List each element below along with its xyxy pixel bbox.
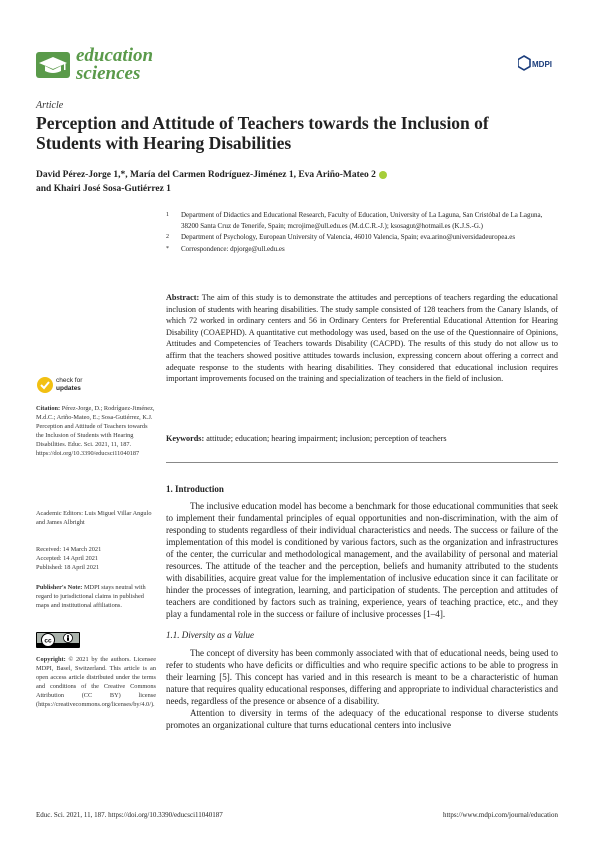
affiliation-text: Department of Psychology, European University of Valencia, 46010 Valencia, Spain; eva.arino@universidadeuropea.es [181,233,516,241]
cc-by-icon [36,632,80,648]
publisher-note-label: Publisher's Note: [36,584,83,591]
affiliation-2 [166,232,556,243]
updates-label: updates [56,385,81,392]
editors-block [36,509,156,527]
copyright-block [36,655,156,709]
abstract-label: Abstract: [166,293,200,302]
paper-title: Perception and Attitude of Teachers towards the Inclusion of Students with Hearing Disabilities [36,113,489,153]
abstract [166,292,558,385]
journal-name [76,47,153,83]
section-divider [166,462,558,463]
affiliations [166,210,556,255]
published-date: Published: 18 April 2021 [36,564,100,571]
citation-text: Pérez-Jorge, D.; Rodríguez-Jiménez, M.d.C.; Ariño-Mateo, E.; Sosa-Gutiérrez, K.J. Perception and Attitude of Teachers towards the Inclusion of Students with Hearing Disabilities. Educ. Sci. 2021, 11, 187. https://doi.org/10.3390/educsci11040187 [36,405,155,457]
publisher-note [36,583,156,610]
orcid-icon[interactable] [379,171,387,179]
copyright-label: Copyright: [36,656,66,663]
footer-citation: Educ. Sci. 2021, 11, 187. https://doi.org/10.3390/educsci11040187 [36,811,223,819]
editors-text: Luis Miguel Villar Angulo and James Albright [36,510,152,526]
abstract-text: The aim of this study is to demonstrate the attitudes and perceptions of teachers regarding the educational inclusion of students with hearing disabilities. The study sample consisted of 128 teachers from the Canary Islands, of which 72 worked in ordinary centers and 56 in Ordinary Centers for Preferential Educational Attention for Hearing Disability (COAEPHD). A quantitative cut methodology was used, based on the use of the Questionnaire of Opinions, Attitudes and Competencies of Teachers towards Disability (CACPD). The results of this study do not allow us to affirm that the teachers showed positive attitudes towards inclusion, expressing concern about offering a correct and adequate response to the students with hearing disabilities. They considered that educational inclusion requires important improvements focused on the training and specialization of teachers in the field of inclusion. [166,293,558,384]
check-label: check for [56,377,83,384]
mdpi-logo [518,55,558,75]
journal-name-line1: education [76,45,154,66]
citation-block [36,404,156,458]
paragraph: Attention to diversity in terms of the adequacy of the educational response to diverse students promotes an organizational culture that turns educational centers into inclusive [166,708,558,730]
subsection-body [166,647,558,731]
cc-by-badge[interactable] [36,632,80,648]
keywords-label: Keywords: [166,434,205,443]
copyright-text: © 2021 by the authors. Licensee MDPI, Basel, Switzerland. This article is an open access article distributed under the terms and conditions of the Creative Commons Attribution (CC BY) license (https://creativecommons.org/licenses/by/4.0/). [36,656,156,708]
publisher-note-text: MDPI stays neutral with regard to jurisdictional claims in published maps and institutional affiliations. [36,584,146,609]
affiliation-text: Department of Didactics and Educational Research, Faculty of Education, University of La Laguna, San Cristóbal de La Laguna, 38200 Santa Cruz de Tenerife, Spain; mcrojime@ull.edu.es (M.d.C.R.-J.); ksosagut@hotmail.es (K.J.S.-G.) [181,211,543,230]
introduction-body [166,500,558,620]
affiliation-mark: * [166,245,169,252]
section-heading-introduction: 1. Introduction [166,484,224,494]
author-list [36,168,556,196]
check-for-updates-badge[interactable] [36,376,106,394]
affiliation-mark: 1 [166,212,169,218]
graduation-cap-icon [36,52,70,78]
article-type: Article [36,100,64,111]
paragraph: The inclusive education model has become a benchmark for those educational communities that seek to implement their fundamental principles of equal opportunities and non-discrimination, with the aim of responding to students regardless of their individual characteristics and needs. The success or failure of the implementation of this model is conditioned by various factors, such as the organization and infrastructures of the center, the curricular and methodological management, and the availability of personal and material resources. The attitude of the teacher and the perception, beliefs and humanity attributed to the students with disabilities, acquire great value for the implementation of inclusive education since it can facilitate or hinder the processes of integration, learning, and participation of students. The perception and attitudes of teachers are conditioned by factors such as training, experience, years of teaching practice, etc., and they play a fundamental role in the success or failure of inclusive processes [1–4]. [166,501,558,619]
correspondence [166,244,556,255]
svg-text:cc: cc [44,637,52,645]
citation-label: Citation: [36,405,61,412]
keywords [166,433,558,444]
check-updates-icon [36,376,54,394]
accepted-date: Accepted: 14 April 2021 [36,555,99,562]
affiliation-text: Correspondence: dpjorge@ull.edu.es [181,244,285,253]
editors-label: Academic Editors: [36,510,84,517]
keywords-text: attitude; education; hearing impairment; inclusion; perception of teachers [206,434,447,443]
paragraph: The concept of diversity has been commonly associated with that of educational needs, being used to refer to students who have deficits or difficulties and who require specific actions to be able to progress in their learning [5]. This concept has varied and in this research is meant to be a characteristic of human nature that requires quality educational responses, differing and appropriate to individual characteristics and needs, regardless of the presence or absence of a disability. [166,648,558,706]
affiliation-mark: 2 [166,234,169,240]
subsection-heading: 1.1. Diversity as a Value [166,630,254,640]
authors-line1: David Pérez-Jorge 1,*, María del Carmen Rodríguez-Jiménez 1, Eva Ariño-Mateo 2 [36,170,376,180]
received-date: Received: 14 March 2021 [36,546,102,553]
authors-line2: and Khairi José Sosa-Gutiérrez 1 [36,184,171,194]
journal-name-line2: sciences [76,63,141,84]
svg-text:MDPI: MDPI [532,60,552,69]
footer-journal-link[interactable]: https://www.mdpi.com/journal/education [442,811,558,819]
affiliation-1 [166,210,556,231]
dates-block [36,545,156,572]
journal-logo [36,47,176,87]
